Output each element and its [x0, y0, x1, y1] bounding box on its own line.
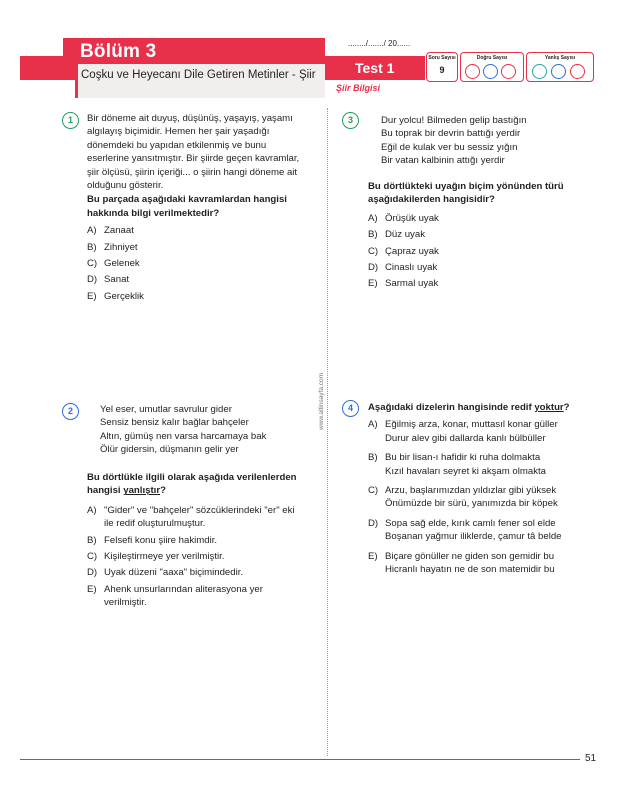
question-3-stem — [368, 180, 603, 207]
option-letter: D) — [368, 262, 379, 274]
option-d[interactable] — [87, 566, 322, 579]
option-e[interactable] — [87, 290, 322, 303]
column-divider — [327, 108, 328, 756]
question-number-4: 4 — [342, 400, 359, 417]
option-text: Çapraz uyak — [385, 245, 439, 257]
question-1-options — [87, 224, 322, 303]
option-text: Felsefi konu şiire hakimdir. — [104, 534, 218, 546]
question-4-stem — [368, 401, 608, 414]
option-a[interactable] — [368, 212, 603, 225]
option-text: Gelenek — [104, 258, 140, 270]
question-2-options — [87, 504, 322, 610]
poem-line: Bir vatan kalbinin attığı yerdir — [381, 155, 505, 167]
option-e[interactable] — [368, 550, 608, 577]
option-letter: A) — [368, 419, 378, 431]
option-text: Kişileştirmeye yer verilmiştir. — [104, 551, 225, 563]
option-letter: B) — [368, 452, 378, 464]
stem-line: Bu dörtlükteki uyağın biçim yönünden türü — [368, 181, 564, 192]
poem-line: Ölür gidersin, düşmanın gelir yer — [100, 444, 239, 456]
option-text: Kızıl havaları seyret ki akşam olmakta — [385, 465, 547, 477]
option-text: Durur alev gibi dallarda kanlı bülbüller — [385, 432, 546, 444]
option-c[interactable] — [87, 550, 322, 563]
option-d[interactable] — [368, 261, 603, 274]
correct-count-label: Doğru Sayısı — [476, 55, 508, 61]
question-1-paragraph — [87, 112, 322, 192]
question-count: 9 — [439, 65, 445, 75]
option-a[interactable] — [87, 504, 322, 531]
section-subtitle: Coşku ve Heyecanı Dile Getiren Metinler - Şiir — [81, 69, 316, 81]
option-letter: D) — [87, 567, 98, 579]
option-text: Hicranlı hayatın ne de son matemidir bu — [385, 564, 555, 576]
question-3-poem — [381, 114, 601, 168]
option-letter: E) — [368, 278, 378, 290]
option-d[interactable] — [368, 517, 608, 544]
chapter-title: Bölüm 3 — [80, 41, 157, 62]
option-text: Sarmal uyak — [385, 278, 439, 290]
question-2 — [87, 471, 322, 610]
option-letter: C) — [368, 485, 379, 497]
option-text: Gerçeklik — [104, 290, 144, 302]
question-2-stem — [87, 471, 322, 498]
date-field: ......../......./ 20...... — [348, 39, 411, 48]
option-letter: A) — [368, 212, 378, 224]
option-letter: A) — [87, 504, 97, 516]
option-letter: B) — [87, 534, 97, 546]
wrong-count-box — [526, 52, 594, 82]
wrong-circle[interactable] — [551, 64, 566, 79]
wrong-circle[interactable] — [570, 64, 585, 79]
option-letter: D) — [87, 274, 98, 286]
option-d[interactable] — [87, 273, 322, 286]
paragraph-line: şiir ölçüsü, şiirin içeriği... o şiirin hangi döneme ait — [87, 166, 298, 178]
page-number: 51 — [585, 753, 597, 764]
option-text: Düz uyak — [385, 229, 425, 241]
option-letter: B) — [87, 241, 97, 253]
question-1 — [87, 112, 322, 303]
option-text: verilmiştir. — [104, 597, 147, 609]
option-letter: C) — [87, 551, 98, 563]
question-4 — [368, 401, 608, 576]
stem-end: ? — [563, 402, 570, 413]
option-a[interactable] — [87, 224, 322, 237]
stem-line: Bu dörtlükle ilgili olarak aşağıda verilenlerden — [87, 472, 297, 483]
question-number-2: 2 — [62, 403, 79, 420]
footer-line — [20, 759, 580, 760]
question-2-poem — [100, 403, 320, 457]
question-count-box — [426, 52, 458, 82]
option-letter: E) — [368, 550, 378, 562]
question-number-1: 1 — [62, 112, 79, 129]
option-e[interactable] — [87, 583, 322, 610]
question-3-options — [368, 212, 603, 291]
correct-circle[interactable] — [465, 64, 480, 79]
option-e[interactable] — [368, 277, 603, 290]
option-text: Arzu, başlarımızdan yıldızlar gibi yüksek — [385, 485, 557, 497]
option-text: Zihniyet — [104, 241, 138, 253]
stem-text: Aşağıdaki dizelerin hangisinde redif — [368, 402, 532, 413]
paragraph-line: dönemdeki bu yapıdan etkilenmiş ve bunu — [87, 139, 267, 151]
website-text: www.altinsayfa.com — [318, 372, 325, 430]
option-text: Sopa sağ elde, kırık camlı fener sol elde — [385, 517, 556, 529]
stem-line: hakkında bilgi verilmektedir? — [87, 207, 220, 219]
option-text: Sanat — [104, 274, 130, 286]
stem-end: ? — [160, 485, 166, 497]
option-letter: A) — [87, 225, 97, 237]
option-c[interactable] — [368, 484, 608, 511]
wrong-circle[interactable] — [532, 64, 547, 79]
option-letter: C) — [368, 245, 379, 257]
option-text: Uyak düzeni "aaxa" biçimindedir. — [104, 567, 244, 579]
question-4-options — [368, 418, 608, 576]
paragraph-line: olduğunu gösterir. — [87, 180, 164, 192]
option-text: Biçare gönüller ne giden son gemidir bu — [385, 550, 555, 562]
option-b[interactable] — [368, 451, 608, 478]
option-text: "Gider" ve "bahçeler" sözcüklerindeki "er" eki — [104, 504, 295, 516]
stem-line — [87, 484, 322, 497]
option-c[interactable] — [368, 245, 603, 258]
option-text: Önümüzde bir sürü, yanımızda bir köpek — [385, 498, 558, 510]
stem-emphasis: yoktur — [534, 402, 564, 413]
poem-line: Dur yolcu! Bilmeden gelip bastığın — [381, 115, 527, 126]
option-letter: B) — [368, 229, 378, 241]
topic-label: Şiir Bilgisi — [336, 83, 381, 93]
question-1-stem — [87, 193, 322, 220]
option-text: Örüşük uyak — [385, 212, 439, 224]
option-text: Boşanan yağmur iliklerde, çamur tâ belde — [385, 531, 562, 543]
question-3 — [368, 180, 603, 291]
option-text: Bu bir lisan-ı hafidir ki ruha dolmakta — [385, 452, 541, 464]
option-letter: D) — [368, 517, 379, 529]
option-text: Cinaslı uyak — [385, 262, 438, 274]
question-number-3: 3 — [342, 112, 359, 129]
wrong-count-label: Yanlış Sayısı — [544, 55, 576, 61]
poem-line: Altın, gümüş nen varsa harcamaya bak — [100, 430, 267, 442]
option-text: Zanaat — [104, 225, 134, 237]
correct-count-box — [460, 52, 524, 82]
question-count-label: Soru Sayısı — [428, 55, 456, 61]
poem-line: Eğil de kulak ver bu sessiz yığın — [381, 141, 518, 153]
option-letter: E) — [87, 583, 97, 595]
option-b[interactable] — [368, 228, 603, 241]
paragraph-line: algılayış biçimidir. Hemen her şair yaşadığı — [87, 126, 270, 138]
poem-line: Bu toprak bir devrin battığı yerdir — [381, 128, 521, 140]
option-c[interactable] — [87, 257, 322, 270]
option-letter: C) — [87, 258, 98, 270]
option-letter: E) — [87, 290, 97, 302]
option-text: ile redif oluşturulmuştur. — [104, 518, 206, 530]
stem-line: aşağıdakilerden hangisidir? — [368, 194, 495, 206]
correct-circle[interactable] — [501, 64, 516, 79]
correct-circle[interactable] — [483, 64, 498, 79]
option-b[interactable] — [87, 241, 322, 254]
option-text: Eğilmiş arza, konar, muttasıl konar güller — [385, 419, 558, 431]
option-b[interactable] — [87, 534, 322, 547]
poem-line: Sensiz bensiz kalır bağlar bahçeler — [100, 417, 249, 429]
poem-line: Yel eser, umutlar savrulur gider — [100, 404, 232, 415]
stem-emphasis: yanlıştır — [123, 485, 161, 497]
stem-line: Bu parçada aşağıdaki kavramlardan hangisi — [87, 194, 287, 206]
test-label: Test 1 — [355, 60, 395, 76]
stem-text: hangisi — [87, 485, 121, 497]
option-a[interactable] — [368, 418, 608, 445]
paragraph-line: eserlerine yansıtmıştır. Bir şiirde geçen kavramlar, — [87, 153, 300, 165]
paragraph-line: Bir döneme ait duyuş, düşünüş, yaşayış, yaşamı — [87, 113, 293, 124]
option-text: Ahenk unsurlarından aliterasyona yer — [104, 583, 263, 595]
